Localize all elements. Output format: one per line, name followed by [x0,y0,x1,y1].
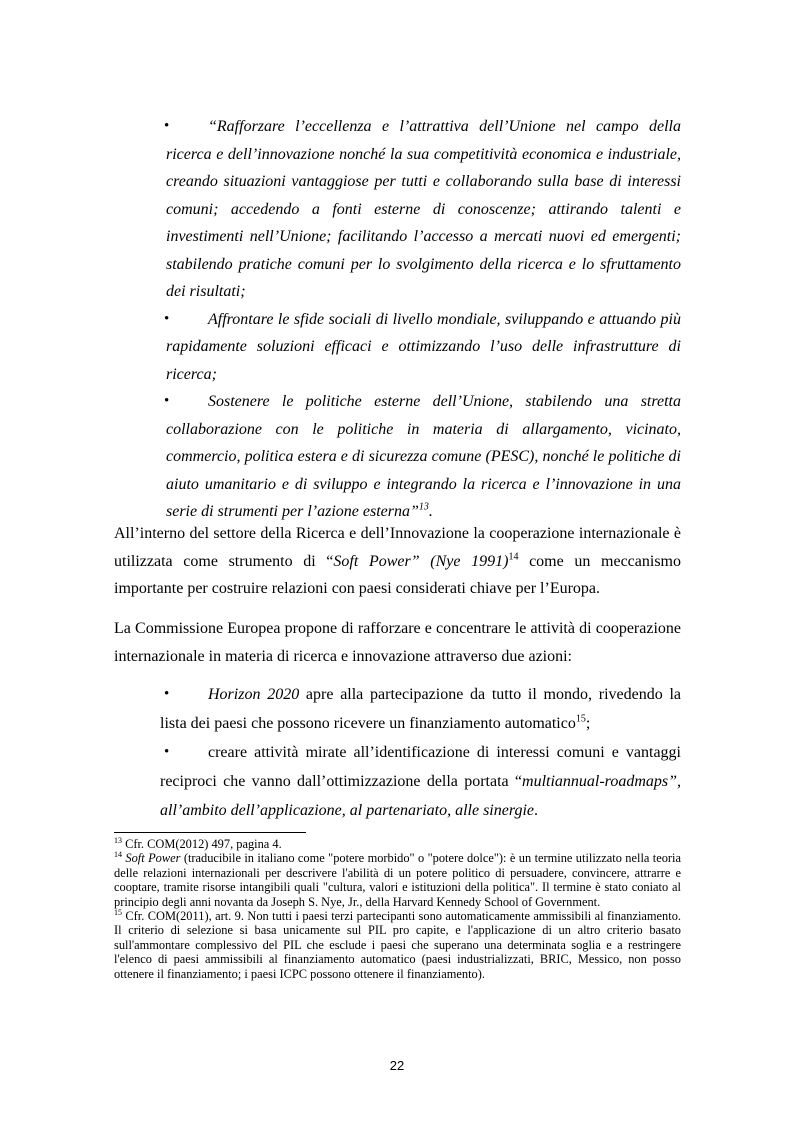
footnote-15 [114,909,681,981]
actions-bullet-list [160,680,681,825]
quote-end-punct: . [428,503,433,520]
quote-bullet-text: “Rafforzare l’eccellenza e l’attrattiva dell’Unione nel campo della ricerca e dell’innovazione nonché la sua competitività economica e industriale, creando situazioni vantaggiose per tutti e collaborando sulla base di interessi comuni; accedendo a fonti esterne di conoscenze; attirando talenti e investimenti nell’Unione; facilitando l’accesso a mercati nuovi ed emergenti; stabilendo pratiche comuni per lo svolgimento della ricerca e lo sfruttamento dei risultati; [166,118,681,300]
footnote-divider [114,832,306,833]
footnote-text: Cfr. COM(2011), art. 9. Non tutti i paesi terzi partecipanti sono automaticamente ammissibili al finanziamento. Il criterio di selezione si basa unicamente sul PIL pro capite, e l'applicazione di un altro criterio basato sull'ammontare complessivo del PIL che esclude i paesi che superano una determinata soglia e a restringere l'elenco di paesi ammissibili al finanziamento automatico (paesi industrializzati, BRIC, Messico, non posso ottenere il finanziamento; i paesi ICPC possono ottenere il finanziamento). [114,909,681,981]
footnote-text: Cfr. COM(2012) 497, pagina 4. [122,837,282,851]
bullet-icon: • [164,744,170,760]
quote-bullet-item [166,306,681,389]
footnote-number: 14 [114,850,122,860]
actions-bullet-item [160,680,681,738]
quote-bullet-text [166,388,681,526]
actions-item2-italic: multiannual-roadmaps”, all’ambito dell’applicazione, al partenariato, alle sinergie [160,773,681,819]
footnotes [114,837,681,981]
bullet-icon: • [164,686,170,702]
footnote-number: 15 [114,907,122,917]
bullet-icon: • [164,118,170,134]
quote-bullet-list [166,113,681,526]
quote-bullet-text: Affrontare le sfide sociali di livello mondiale, sviluppando e attuando più rapidamente soluzioni efficaci e ottimizzando l’uso delle infrastrutture di ricerca; [166,310,681,383]
footnote-italic-term: Soft Power [125,851,181,866]
paragraph1-before: All’interno del settore della Ricerca e dell’Innovazione la cooperazione internazionale è utilizzata come strumento di “ [114,525,681,570]
actions-item2-end: . [534,802,539,819]
paragraph1-italic: Soft Power” (Nye 1991) [333,552,509,570]
footnote-ref-13[interactable]: 13 [418,501,429,513]
quote-bullet-item [166,388,681,526]
bullet-icon: • [164,310,170,327]
quote-bullet-item [166,113,681,306]
body-paragraph-soft-power [114,520,681,603]
footnote-14 [114,851,681,909]
actions-bullet-text [160,680,681,738]
actions-item2-text: creare attività mirate all’identificazione di interessi comuni e vantaggi reciproci che vanno dall’ottimizzazione della portata “ [160,744,681,790]
page-number: 22 [389,1058,405,1073]
horizon-2020-label: Horizon 2020 [208,686,300,703]
footnote-ref-15[interactable]: 15 [575,713,586,725]
quote-bullet-text-body: Sostenere le politiche esterne dell’Unione, stabilendo una stretta collaborazione con le politiche in materia di allargamento, vicinato, commercio, politica estera e di sicurezza comune (PESC), nonché le politiche di aiuto umanitario e di sviluppo e integrando la ricerca e l’innovazione in una serie di strumenti per l’azione esterna” [166,393,681,520]
paragraph1-after: come un meccanismo importante per costruire relazioni con paesi considerati chiave per l’Europa. [114,552,681,597]
actions-item1-end: ; [585,715,591,732]
body-paragraph-commission: La Commissione Europea propone di rafforzare e concentrare le attività di cooperazione internazionale in materia di ricerca e innovazione attraverso due azioni: [114,620,681,665]
actions-bullet-text [160,738,681,825]
bullet-icon: • [164,393,170,409]
actions-bullet-item [160,738,681,825]
footnote-number: 13 [114,835,122,845]
footnote-ref-14[interactable]: 14 [508,551,519,563]
footnote-13 [114,837,681,851]
footnote-text: (traducibile in italiano come "potere morbido" o "potere dolce"): è un termine utilizzato nella teoria delle relazioni internazionali per descrivere l'abilità di un potere politico di persuadere, convincere, attrarre e cooptare, tramite risorse intangibili quali "cultura, valori e istituzioni della politica". Il termine è stato coniato al principio degli anni novanta da Joseph S. Nye, Jr., della Harvard Kennedy School of Government. [114,851,681,909]
actions-item1-text: apre alla partecipazione da tutto il mondo, rivedendo la lista dei paesi che possono ricevere un finanziamento automatico [160,686,681,732]
